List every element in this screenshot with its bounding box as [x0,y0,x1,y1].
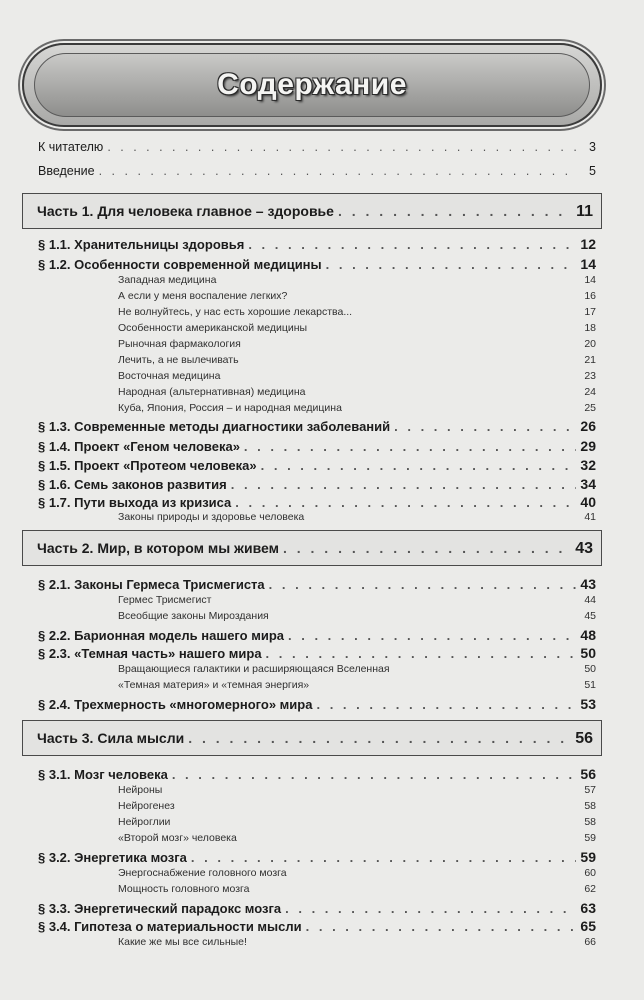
dot-leader [316,697,576,712]
toc-section-label: § 3.1. Мозг человека [38,767,168,782]
toc-subentry-label: А если у меня воспаление легких? [118,290,288,302]
toc-part-entry [37,540,593,558]
toc-subentry-page: 24 [584,386,596,398]
toc-subentry-label: «Второй мозг» человека [118,832,237,844]
toc-subentry-page: 23 [584,370,596,382]
dot-leader [283,540,571,556]
toc-subentry [118,867,596,879]
toc-subentry-label: Какие же мы все сильные! [118,936,247,948]
toc-subentry-page: 17 [584,306,596,318]
toc-subentry [118,402,596,414]
toc-section-entry [38,576,596,592]
toc-subentry-page: 57 [584,784,596,796]
toc-subentry-label: Куба, Япония, Россия – и народная медицина [118,402,342,414]
toc-subentry-label: Гермес Трисмегист [118,594,212,606]
toc-entry-label: Введение [38,164,95,178]
toc-section-label: § 2.3. «Темная часть» нашего мира [38,646,262,661]
toc-entry-page: 5 [589,164,596,178]
toc-part-page: 11 [576,203,593,220]
toc-subentry [118,936,596,948]
toc-subentry [118,338,596,350]
part-heading-box [22,530,602,566]
toc-section-entry [38,494,596,510]
toc-section-label: § 3.3. Энергетический парадокс мозга [38,901,282,916]
toc-section-page: 63 [580,900,596,916]
dot-leader [172,767,577,782]
toc-section-entry [38,418,596,434]
toc-section-page: 43 [580,576,596,592]
toc-subentry [118,274,596,286]
toc-section-label: § 1.6. Семь законов развития [38,477,227,492]
toc-subentry-label: «Темная материя» и «темная энергия» [118,679,310,691]
toc-section-label: § 3.2. Энергетика мозга [38,850,187,865]
toc-subentry-page: 58 [584,800,596,812]
toc-section-label: § 1.3. Современные методы диагностики заболеваний [38,419,391,434]
toc-section-label: § 1.4. Проект «Геном человека» [38,439,240,454]
toc-subentry-page: 50 [584,663,596,675]
toc-section-entry [38,849,596,865]
toc-section-entry [38,236,596,252]
toc-section-page: 50 [580,645,596,661]
part-heading-box [22,720,602,756]
toc-subentry [118,306,596,318]
toc-section-page: 12 [580,236,596,252]
dot-leader [248,237,576,252]
page-title: Содержание [217,68,407,101]
toc-entry-intro-introduction [38,164,596,178]
toc-part-label: Часть 3. Сила мысли [37,730,185,746]
toc-section-entry [38,766,596,782]
dot-leader [288,628,576,643]
toc-section-entry [38,918,596,934]
dot-leader [231,477,577,492]
dot-leader [269,577,577,592]
toc-section-page: 40 [580,494,596,510]
toc-part-page: 56 [575,730,593,747]
toc-section-entry [38,645,596,661]
toc-part-page: 43 [575,540,593,557]
dot-leader [191,850,577,865]
toc-entry-intro-reader [38,140,596,154]
toc-section-page: 56 [580,766,596,782]
dot-leader [235,495,576,510]
toc-section-entry [38,457,596,473]
toc-subentry-label: Законы природы и здоровье человека [118,511,305,523]
toc-section-page: 53 [580,696,596,712]
title-banner [22,43,602,127]
dot-leader [394,419,576,434]
toc-subentry [118,883,596,895]
dot-leader [326,257,577,272]
toc-subentry [118,322,596,334]
toc-subentry-page: 59 [584,832,596,844]
toc-section-page: 59 [580,849,596,865]
toc-section-page: 48 [580,627,596,643]
toc-subentry-page: 51 [584,679,596,691]
toc-subentry-page: 66 [584,936,596,948]
toc-subentry [118,370,596,382]
toc-subentry [118,290,596,302]
toc-subentry-label: Нейроглии [118,816,171,828]
toc-section-label: § 1.5. Проект «Протеом человека» [38,458,257,473]
dot-leader [306,919,577,934]
toc-section-page: 26 [580,418,596,434]
toc-section-label: § 1.2. Особенности современной медицины [38,257,322,272]
toc-part-label: Часть 2. Мир, в котором мы живем [37,540,279,556]
toc-subentry-page: 58 [584,816,596,828]
toc-subentry-page: 60 [584,867,596,879]
toc-section-entry [38,627,596,643]
toc-part-label: Часть 1. Для человека главное – здоровье [37,203,334,219]
toc-subentry [118,679,596,691]
dot-leader [244,439,577,454]
toc-subentry-label: Восточная медицина [118,370,221,382]
toc-entry-label: К читателю [38,140,104,154]
toc-section-page: 14 [580,256,596,272]
part-heading-box [22,193,602,229]
toc-subentry [118,816,596,828]
dot-leader [107,140,578,154]
toc-subentry [118,832,596,844]
toc-subentry-label: Энергоснабжение головного мозга [118,867,287,879]
toc-section-label: § 1.7. Пути выхода из кризиса [38,495,232,510]
toc-subentry-page: 20 [584,338,596,350]
toc-subentry [118,354,596,366]
toc-section-label: § 1.1. Хранительницы здоровья [38,237,245,252]
toc-subentry [118,663,596,675]
toc-subentry-page: 44 [584,594,596,606]
toc-section-entry [38,900,596,916]
toc-subentry-page: 21 [584,354,596,366]
dot-leader [99,164,578,178]
toc-section-page: 32 [580,457,596,473]
toc-section-label: § 3.4. Гипотеза о материальности мысли [38,919,302,934]
toc-subentry-page: 18 [584,322,596,334]
toc-section-entry [38,476,596,492]
dot-leader [266,646,577,661]
toc-subentry-page: 41 [584,511,596,523]
toc-section-label: § 2.2. Барионная модель нашего мира [38,628,284,643]
toc-subentry-label: Нейроны [118,784,163,796]
toc-subentry-label: Мощность головного мозга [118,883,250,895]
toc-subentry [118,800,596,812]
toc-subentry-label: Лечить, а не вылечивать [118,354,239,366]
toc-entry-page: 3 [589,140,596,154]
toc-section-page: 29 [580,438,596,454]
toc-subentry [118,386,596,398]
dot-leader [188,730,571,746]
toc-section-entry [38,256,596,272]
toc-subentry [118,784,596,796]
toc-subentry-label: Всеобщие законы Мироздания [118,610,269,622]
toc-subentry-label: Вращающиеся галактики и расширяющаяся Вселенная [118,663,390,675]
toc-subentry-label: Западная медицина [118,274,217,286]
toc-subentry [118,610,596,622]
toc-subentry-label: Нейрогенез [118,800,175,812]
toc-subentry-page: 16 [584,290,596,302]
toc-subentry-page: 25 [584,402,596,414]
toc-part-entry [37,203,593,221]
toc-subentry [118,594,596,606]
toc-section-label: § 2.4. Трехмерность «многомерного» мира [38,697,313,712]
toc-subentry [118,511,596,523]
toc-subentry-page: 14 [584,274,596,286]
dot-leader [261,458,577,473]
toc-section-entry [38,438,596,454]
toc-subentry-label: Не волнуйтесь, у нас есть хорошие лекарства... [118,306,353,318]
toc-subentry-label: Народная (альтернативная) медицина [118,386,306,398]
toc-section-entry [38,696,596,712]
toc-subentry-label: Рыночная фармакология [118,338,241,350]
toc-section-label: § 2.1. Законы Гермеса Трисмегиста [38,577,265,592]
toc-subentry-label: Особенности американской медицины [118,322,308,334]
toc-section-page: 34 [580,476,596,492]
toc-subentry-page: 62 [584,883,596,895]
toc-subentry-page: 45 [584,610,596,622]
dot-leader [285,901,576,916]
toc-part-entry [37,730,593,748]
toc-section-page: 65 [580,918,596,934]
dot-leader [338,203,572,219]
